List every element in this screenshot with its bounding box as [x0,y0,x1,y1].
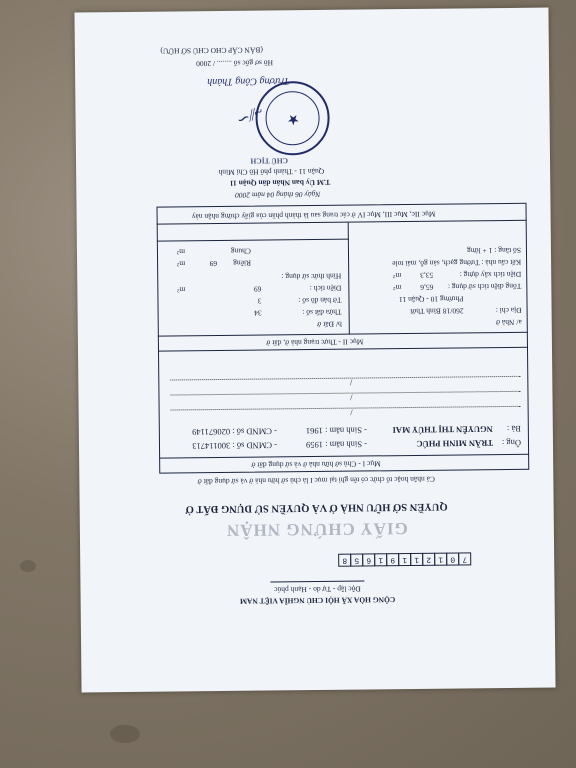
address-line-1: 260/18 Bình Thới [410,306,464,317]
certificate-subtitle: QUYỀN SỞ HỮU NHÀ Ở VÀ QUYỀN SỬ DỤNG ĐẤT Ở [185,500,448,515]
serial-digit: 7 [458,552,471,565]
serial-digit: 8 [338,554,351,567]
blank-mark: / [350,407,353,418]
serial-digit: 6 [362,553,375,566]
floor-area-value: 65,6 [420,282,434,292]
land-area-value: 69 [253,284,262,294]
owner-2-label: Bà : [506,423,521,434]
serial-digit: 1 [398,553,411,566]
certificate-title: GIẤY CHỨNG NHẬN [225,519,408,540]
signing-authority: T.M Ủy ban Nhân dân Quận 11 [229,177,331,188]
footprint-unit: m² [393,271,402,281]
footprint-value: 53,3 [420,270,434,280]
handwritten-signature: ~∕∕∽ [233,101,266,129]
intro-text: Cá nhân hoặc tổ chức có tên ghi tại mục I là chủ sở hữu nhà ở và sử dụng đất ở [197,474,436,487]
official-stamp: ★ [255,81,330,156]
issue-note: (BẢN CẤP CHO CHỦ SỞ HỮU) [160,45,263,56]
structure-text: Kết cấu nhà : Tường gạch, sàn gỗ, mái tole [392,257,522,269]
owner-1-birth: - Sinh năm : 1959 [306,439,368,451]
footprint-label: Diện tích xây dựng : [459,269,522,280]
floors-text: Số tầng : 1 + lửng [467,245,522,256]
blank-mark: / [350,392,353,403]
record-number: Hồ sơ gốc số ........ / 2000 [196,58,274,69]
signer-name: Trương Công Thành [207,75,290,88]
signing-date: Ngày 06 tháng 04 năm 2000 [235,189,321,200]
owner-2-name: NGUYỄN THỊ THÚY MAI [392,424,493,436]
serial-digit: 0 [446,553,459,566]
signing-district: Quận 11 - Thành phố Hồ Chí Minh [218,166,325,178]
certificate-content-upside-down [74,8,555,693]
floor-area-label: Tổng diện tích sử dụng : [447,281,522,292]
serial-digit: 5 [350,554,363,567]
owner-2-birth: - Sinh năm : 1961 [305,425,367,437]
serial-digit: 1 [374,553,387,566]
lot-value: 34 [254,308,262,318]
table-footnote: Mục IIc, Mục III, Mục IV ở các trang sau là thành phần của giấy chứng nhận này [191,209,436,222]
address-label: Địa chỉ : [495,305,522,316]
floor-stain [20,560,36,572]
motto: Độc lập - Tự do - Hạnh phúc [274,584,361,595]
section1-heading: Mục I - Chủ sở hữu nhà ở và sử dụng đất ở [251,459,381,470]
owner-1-label: Ông : [501,437,522,449]
lot-label: Thửa đất số : [302,307,342,318]
private-unit: m² [176,259,186,269]
serial-digit: 9 [386,553,399,566]
private-value: 69 [209,259,218,269]
motto-underline [270,580,364,582]
serial-digit: 1 [410,553,423,566]
shared-unit: m² [176,247,186,257]
map-value: 3 [257,296,262,306]
serial-digit: 2 [422,553,435,566]
private-label: Riêng [233,258,252,268]
address-line-2: Phường 10 - Quận 11 [399,294,464,305]
owner-1-id: - CMND số : 300114713 [192,440,278,452]
land-area-label: Diện tích : [309,283,342,294]
usage-label: Hình thức sử dụng : [281,271,342,282]
land-area-unit: m² [177,285,186,295]
land-heading: b/ Đất ở [317,319,342,329]
floor-stain [110,725,140,743]
blank-mark: / [349,377,353,388]
signer-position: CHỦ TỊCH [250,156,289,166]
owner-1-name: TRẦN MINH PHÚC [416,438,494,449]
map-label: Tờ bản đồ số : [298,295,342,306]
shared-label: Chung [230,246,252,256]
section2-heading: Mục II - Thực trạng nhà ở, đất ở [266,337,364,348]
floor-area-unit: m² [393,283,402,293]
house-heading: a/ Nhà ở [496,317,522,328]
owner-2-id: - CMND số : 020671149 [192,426,277,438]
certificate-page [74,8,555,693]
serial-number [338,552,470,571]
nation-header: CỘNG HÒA XÃ HỘI CHỦ NGHĨA VIỆT NAM [239,595,396,606]
serial-digit: 1 [434,553,447,566]
